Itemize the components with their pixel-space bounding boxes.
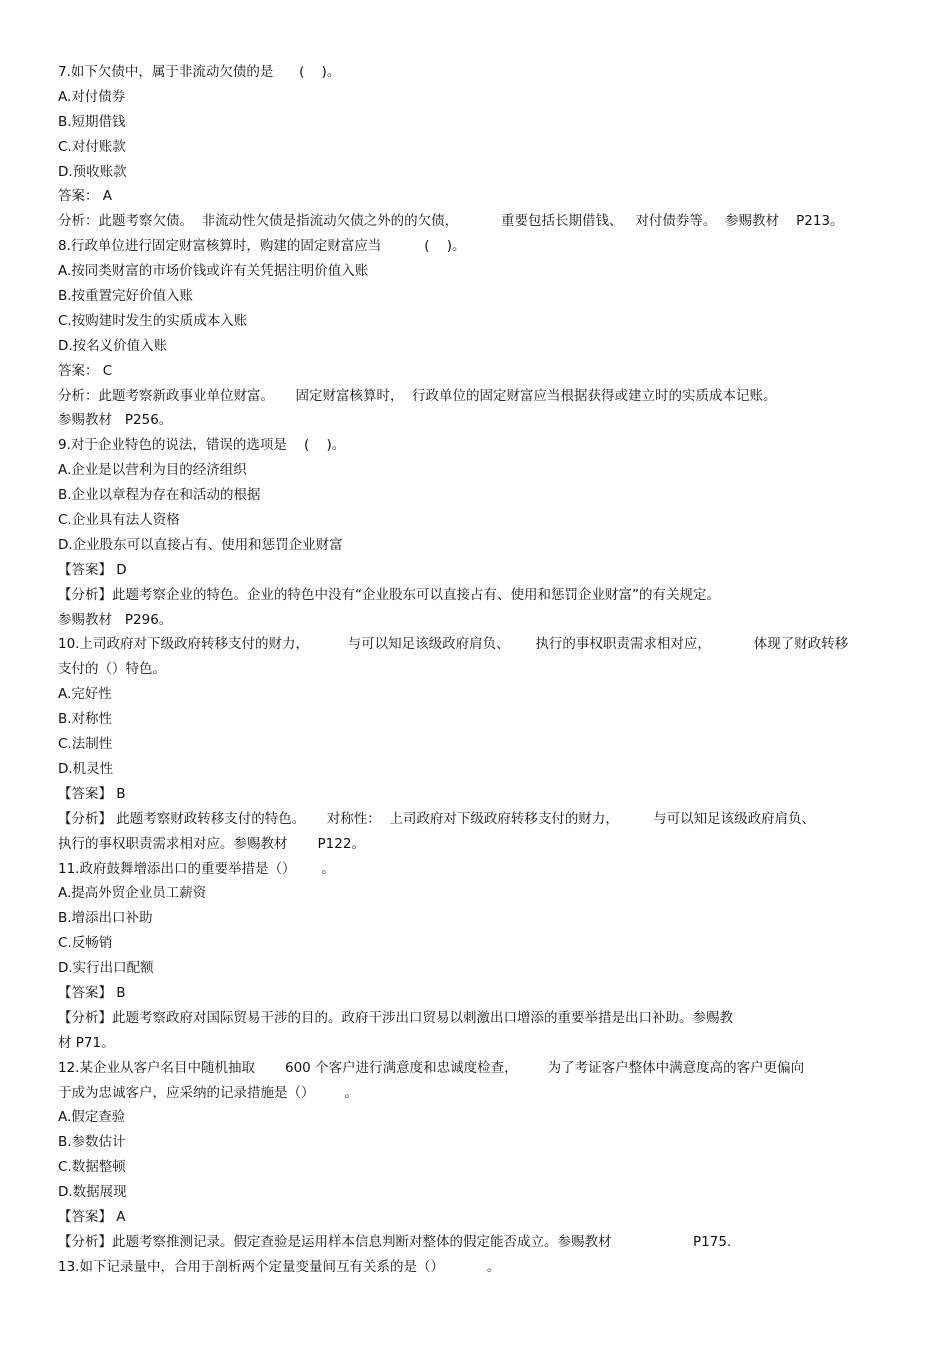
analysis: 分析：此题考察欠债。 非流动性欠债是指流动欠债之外的的欠债， 重要包括长期借钱、 对付债券等。 参赐教材 P213。 bbox=[58, 213, 844, 230]
option-a: A.对付债券 bbox=[58, 88, 126, 105]
analysis: 【分析】此题考察政府对国际贸易干涉的目的。政府干涉出口贸易以刺激出口增添的重要举措是出口补助。参赐教 bbox=[58, 1009, 733, 1026]
analysis: 【分析】此题考察推测记录。假定查验是运用样本信息判断对整体的假定能否成立。参赐教材 P175. bbox=[58, 1233, 732, 1250]
answer: 答案： A bbox=[58, 188, 113, 205]
answer: 答案： C bbox=[58, 362, 113, 379]
analysis-continued: 材 P71。 bbox=[58, 1034, 115, 1051]
option-b: B.对称性 bbox=[58, 711, 113, 728]
option-b: B.短期借钱 bbox=[58, 113, 126, 130]
option-b: B.按重置完好价值入账 bbox=[58, 288, 194, 305]
question-12-stem-continued: 于成为忠诚客户，应采纳的记录措施是（） 。 bbox=[58, 1084, 359, 1101]
option-c: C.法制性 bbox=[58, 736, 113, 753]
answer: 【答案】 B bbox=[58, 785, 126, 802]
option-a: A.完好性 bbox=[58, 686, 112, 703]
option-a: A.假定查验 bbox=[58, 1109, 126, 1126]
analysis: 分析：此题考察新政事业单位财富。 固定财富核算时， 行政单位的固定财富应当根据获得或建立时的实质成本记账。 bbox=[58, 387, 777, 404]
option-b: B.参数估计 bbox=[58, 1134, 126, 1151]
option-c: C.数据整顿 bbox=[58, 1159, 126, 1176]
option-b: B.企业以章程为存在和活动的根据 bbox=[58, 487, 261, 504]
option-c: C.企业具有法人资格 bbox=[58, 512, 180, 529]
question-10-stem-continued: 支付的（）特色。 bbox=[58, 661, 166, 678]
option-d: D.预收账款 bbox=[58, 163, 127, 180]
question-12-stem: 12.某企业从客户名目中随机抽取 600 个客户进行满意度和忠诚度检查， 为了考证客户整体中满意度高的客户更偏向 bbox=[58, 1059, 805, 1076]
answer: 【答案】 D bbox=[58, 561, 127, 578]
option-a: A.提高外贸企业员工薪资 bbox=[58, 885, 207, 902]
analysis-continued: 执行的事权职责需求相对应。参赐教材 P122。 bbox=[58, 835, 365, 852]
analysis: 【分析】 此题考察财政转移支付的特色。 对称性： 上司政府对下级政府转移支付的财力， 与可以知足该级政府肩负、 bbox=[58, 810, 816, 827]
analysis-continued: 参赐教材 P256。 bbox=[58, 412, 173, 429]
analysis: 【分析】此题考察企业的特色。企业的特色中没有“企业股东可以直接占有、使用和惩罚企业财富”的有关规定。 bbox=[58, 586, 720, 603]
answer: 【答案】 A bbox=[58, 1208, 126, 1225]
question-8-stem: 8.行政单位进行固定财富核算时，购建的固定财富应当 ( )。 bbox=[58, 238, 466, 255]
question-7-stem: 7.如下欠债中，属于非流动欠债的是 ( )。 bbox=[58, 64, 341, 80]
option-c: C.按购建时发生的实质成本入账 bbox=[58, 312, 248, 329]
question-9-stem: 9.对于企业特色的说法，错误的选项是 ( )。 bbox=[58, 437, 346, 454]
option-d: D.机灵性 bbox=[58, 760, 114, 777]
option-d: D.实行出口配额 bbox=[58, 960, 154, 977]
option-c: C.对付账款 bbox=[58, 138, 126, 155]
option-a: A.按同类财富的市场价钱或许有关凭据注明价值入账 bbox=[58, 263, 369, 280]
question-13-stem: 13.如下记录量中，合用于剖析两个定量变量间互有关系的是（） 。 bbox=[58, 1258, 501, 1275]
answer: 【答案】 B bbox=[58, 984, 126, 1001]
question-10-stem: 10.上司政府对下级政府转移支付的财力， 与可以知足该级政府肩负、 执行的事权职责需求相对应， 体现了财政转移 bbox=[58, 636, 849, 653]
question-11-stem: 11.政府鼓舞增添出口的重要举措是（） 。 bbox=[58, 860, 335, 877]
option-d: D.数据展现 bbox=[58, 1184, 127, 1201]
option-d: D.按名义价值入账 bbox=[58, 337, 168, 354]
option-d: D.企业股东可以直接占有、使用和惩罚企业财富 bbox=[58, 536, 343, 553]
option-a: A.企业是以营利为目的经济组织 bbox=[58, 462, 247, 479]
analysis-continued: 参赐教材 P296。 bbox=[58, 611, 173, 628]
option-c: C.反畅销 bbox=[58, 935, 113, 952]
option-b: B.增添出口补助 bbox=[58, 910, 153, 927]
document-page bbox=[58, 60, 898, 1280]
